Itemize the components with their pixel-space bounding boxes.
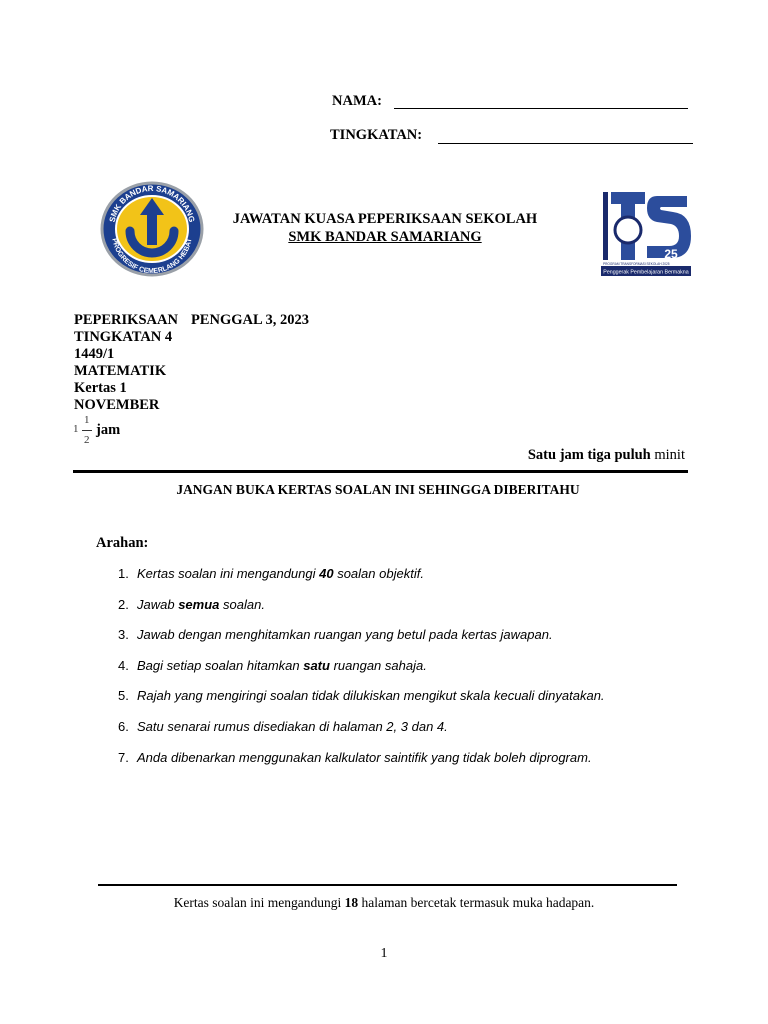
exam-subject: MATEMATIK [74,363,167,379]
duration-words-bold: Satu jam tiga puluh [527,447,651,463]
instruction-text-end: soalan objektif. [333,566,424,581]
header-divider [73,470,688,473]
instruction-number: 3. [118,627,129,643]
instruction-text-end: soalan. [219,596,265,612]
exam-line1-a: PEPERIKSAAN [74,312,178,328]
page-count-number: 18 [344,895,359,910]
tingkatan-field-line[interactable] [438,143,693,144]
instruction-text: Rajah yang mengiringi soalan tidak dilukiskan mengikut skala kecuali dinyatakan. [137,688,605,704]
duration-fraction [73,414,133,450]
instruction-text: Satu senarai rumus disediakan di halaman 2, 3 dan 4. [137,719,448,734]
instruction-text: Jawab dengan menghitamkan ruangan yang betul pada kertas jawapan. [137,627,553,643]
nama-label: NAMA: [332,93,382,109]
instruction-item [118,719,448,734]
instruction-text-end: ruangan sahaja. [329,657,427,673]
exam-form: TINGKATAN 4 [74,329,173,345]
duration-words-rest: minit [654,447,685,463]
instruction-number: 4. [118,657,129,673]
exam-code: 1449/1 [74,346,115,362]
instruction-item [118,658,427,673]
instructions-heading: Arahan: [96,535,149,551]
duration-numerator: 1 [84,414,90,426]
warning-text: JANGAN BUKA KERTAS SOALAN INI SEHINGGA DIBERITAHU [176,482,580,497]
instruction-item [118,688,605,703]
duration-unit: jam [96,422,121,438]
instruction-text: Jawab [137,596,179,612]
instruction-item [118,566,424,581]
page-count-pre: Kertas soalan ini mengandungi [173,895,345,910]
instruction-item [118,627,553,642]
exam-month: NOVEMBER [74,397,160,413]
page-count-post: halaman bercetak termasuk muka hadapan. [358,895,595,910]
instruction-number: 5. [118,688,129,704]
committee-title: JAWATAN KUASA PEPERIKSAAN SEKOLAH [232,211,538,227]
instruction-number: 6. [118,719,129,734]
instruction-item [118,597,265,612]
tingkatan-label: TINGKATAN: [330,127,423,143]
instruction-text: Kertas soalan ini mengandungi [137,566,320,581]
logo-ring-bottom-text: PROGRESIF CEMERLANG HEBAT [110,237,194,276]
footer-divider [98,884,677,886]
instruction-emphasis: satu [303,657,330,673]
instruction-text: Anda dibenarkan menggunakan kalkulator saintifik yang tidak boleh diprogram. [137,749,592,765]
instruction-number: 2. [118,596,129,612]
ts25-badge-logo [599,186,693,278]
duration-words [528,447,685,464]
duration-denominator: 2 [84,434,90,446]
logo-ring-top-text: SMK BANDAR SAMARIANG [107,183,197,224]
school-logo [100,181,204,277]
duration-whole: 1 [73,423,79,435]
badge-caption: Penggerak Pembelajaran Bermakna [603,269,689,276]
exam-info [74,312,309,414]
instruction-item [118,750,592,765]
exam-line1-b: PENGGAL 3, 2023 [190,312,309,328]
page-number: 1 [380,946,388,961]
badge-small-text: PROGRAM TRANSFORMASI SEKOLAH 2025 [603,262,670,266]
exam-paper: Kertas 1 [74,380,127,396]
instruction-emphasis: semua [178,596,220,612]
badge-number: 25 [664,247,678,261]
instruction-number: 7. [118,749,129,765]
instruction-number: 1. [118,566,129,581]
fraction-bar [82,430,92,431]
nama-field-line[interactable] [394,108,688,109]
instruction-emphasis: 40 [319,566,334,581]
school-name: SMK BANDAR SAMARIANG [288,229,482,245]
instruction-text: Bagi setiap soalan hitamkan [137,657,304,673]
page-count-note [73,895,695,911]
